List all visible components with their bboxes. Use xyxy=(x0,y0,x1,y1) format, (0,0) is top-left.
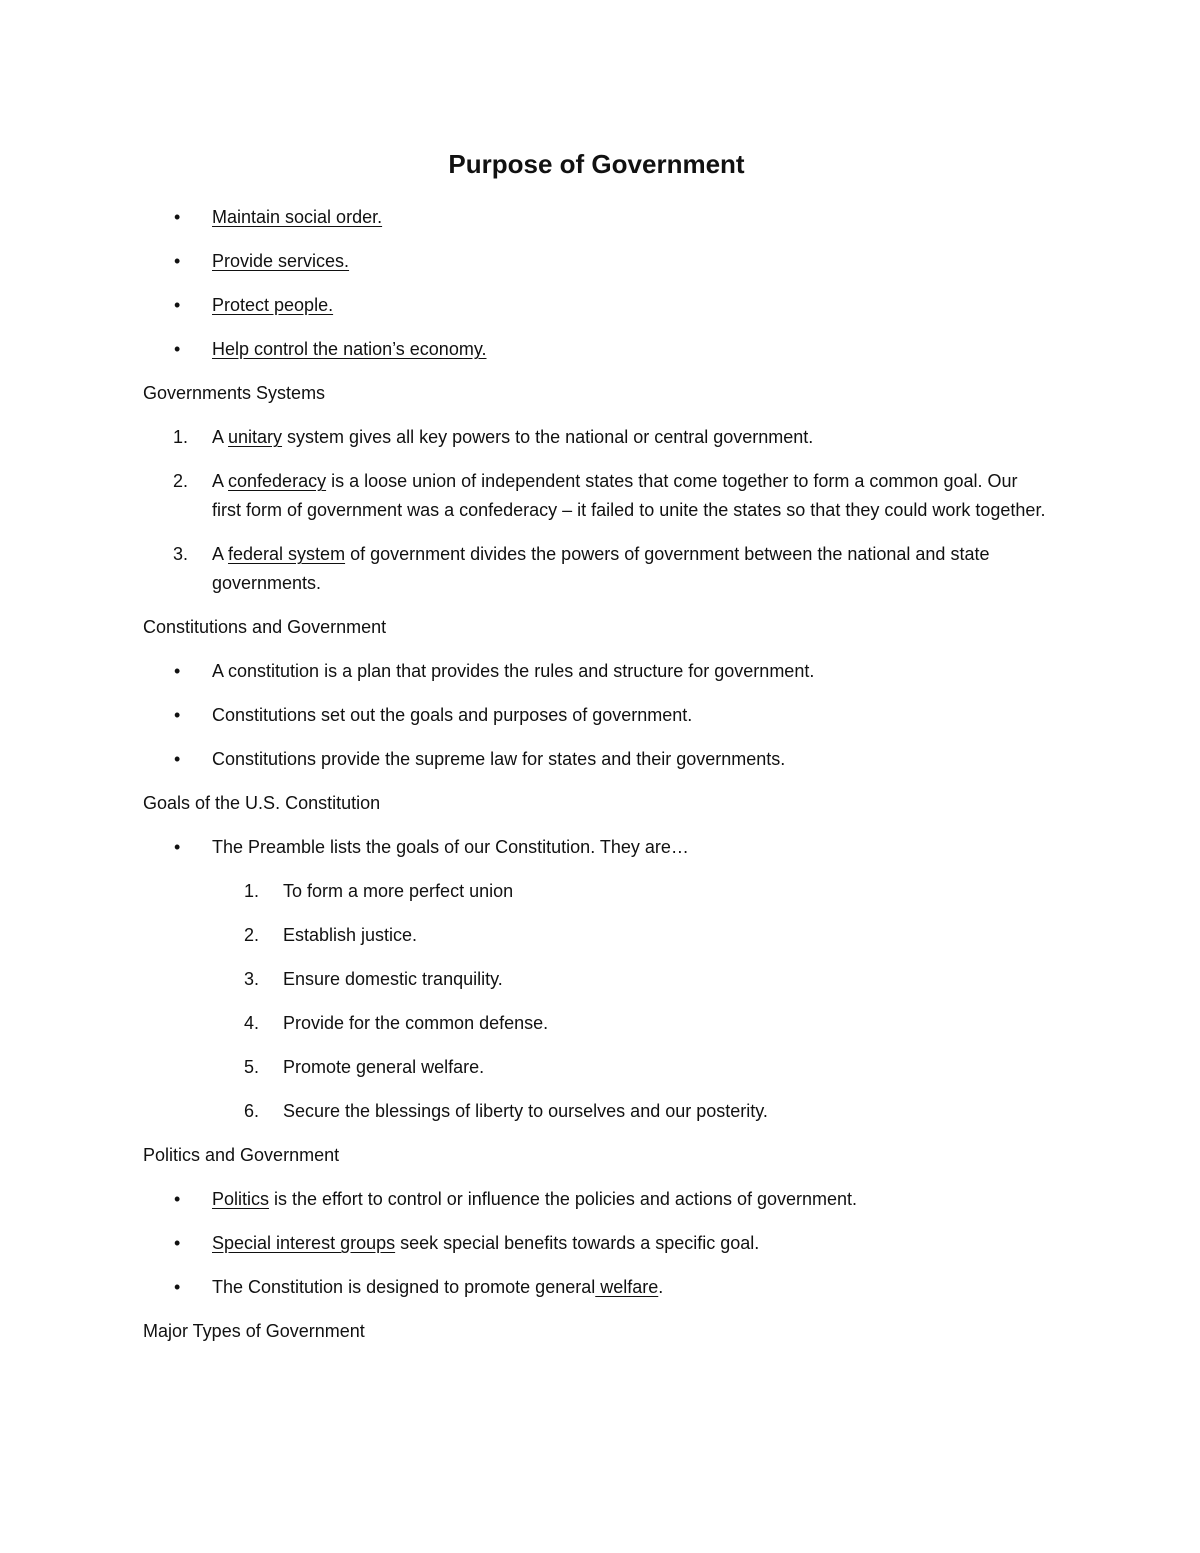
item-text: A xyxy=(212,544,229,564)
item-text: The Constitution is designed to promote general xyxy=(212,1277,596,1297)
item-text: Ensure domestic tranquility. xyxy=(283,969,503,989)
list-item xyxy=(143,745,1050,774)
item-text: of government divides the powers of government between the national and state governments. xyxy=(212,544,990,593)
item-text: The Preamble lists the goals of our Constitution. They are… xyxy=(212,837,689,857)
bullet-icon: • xyxy=(174,339,181,359)
item-text: Promote general welfare. xyxy=(283,1057,485,1077)
list-item xyxy=(143,1185,1050,1214)
bullet-icon: • xyxy=(174,1233,181,1253)
item-text: Constitutions provide the supreme law for states and their governments. xyxy=(212,749,786,769)
item-text: seek special benefits towards a specific goal. xyxy=(395,1233,760,1253)
list-item xyxy=(143,833,1050,862)
bullet-icon: • xyxy=(174,705,181,725)
goals-list xyxy=(143,833,1050,862)
section-heading-goals: Goals of the U.S. Constitution xyxy=(143,793,381,813)
item-text: Constitutions set out the goals and purposes of government. xyxy=(212,705,693,725)
list-item xyxy=(143,423,1050,452)
list-number: 2. xyxy=(244,925,260,945)
section-heading-systems: Governments Systems xyxy=(143,383,326,403)
list-number: 5. xyxy=(244,1057,260,1077)
list-number: 3. xyxy=(244,969,260,989)
list-item xyxy=(143,1053,1050,1082)
item-text: . xyxy=(658,1277,664,1297)
list-item xyxy=(143,1273,1050,1302)
list-item xyxy=(143,291,1050,320)
bullet-icon: • xyxy=(174,295,181,315)
key-term: welfare xyxy=(595,1277,659,1297)
item-text: To form a more perfect union xyxy=(283,881,514,901)
constitutions-list xyxy=(143,657,1050,774)
list-number: 1. xyxy=(173,427,189,447)
key-term: federal system xyxy=(228,544,346,564)
list-item xyxy=(143,335,1050,364)
bullet-icon: • xyxy=(174,251,181,271)
item-text: Establish justice. xyxy=(283,925,418,945)
item-text: Secure the blessings of liberty to ourselves and our posterity. xyxy=(283,1101,768,1121)
purpose-item: Provide services. xyxy=(212,251,350,271)
bullet-icon: • xyxy=(174,1277,181,1297)
purpose-item: Protect people. xyxy=(212,295,334,315)
item-text: is a loose union of independent states that come together to form a common goal. Our first form of government was a confederacy – it failed to unite the states so that they could work together. xyxy=(212,471,1046,520)
key-term: confederacy xyxy=(228,471,327,491)
section-heading-politics: Politics and Government xyxy=(143,1145,340,1165)
bullet-icon: • xyxy=(174,749,181,769)
list-item xyxy=(143,247,1050,276)
purpose-item: Help control the nation’s economy. xyxy=(212,339,487,359)
list-item xyxy=(143,921,1050,950)
bullet-icon: • xyxy=(174,661,181,681)
politics-list xyxy=(143,1185,1050,1302)
item-text: is the effort to control or influence the policies and actions of government. xyxy=(269,1189,858,1209)
list-item xyxy=(143,467,1050,525)
key-term: unitary xyxy=(228,427,283,447)
list-item xyxy=(143,540,1050,598)
item-text: Provide for the common defense. xyxy=(283,1013,549,1033)
page-title: Purpose of Government xyxy=(448,149,745,179)
list-number: 1. xyxy=(244,881,260,901)
bullet-icon: • xyxy=(174,1189,181,1209)
list-item xyxy=(143,203,1050,232)
list-item xyxy=(143,965,1050,994)
systems-list xyxy=(143,423,1050,598)
list-number: 6. xyxy=(244,1101,260,1121)
item-text: A xyxy=(212,427,229,447)
section-heading-types: Major Types of Government xyxy=(143,1321,365,1341)
item-text: system gives all key powers to the national or central government. xyxy=(282,427,814,447)
list-item xyxy=(143,701,1050,730)
list-number: 3. xyxy=(173,544,189,564)
preamble-goals-list xyxy=(143,877,1050,1126)
key-term: Politics xyxy=(212,1189,270,1209)
list-item xyxy=(143,1009,1050,1038)
list-item xyxy=(143,1097,1050,1126)
list-number: 4. xyxy=(244,1013,260,1033)
list-item xyxy=(143,877,1050,906)
list-item xyxy=(143,1229,1050,1258)
bullet-icon: • xyxy=(174,837,181,857)
purpose-item: Maintain social order. xyxy=(212,207,383,227)
list-item xyxy=(143,657,1050,686)
key-term: Special interest groups xyxy=(212,1233,396,1253)
section-heading-constitutions: Constitutions and Government xyxy=(143,617,387,637)
list-number: 2. xyxy=(173,471,189,491)
item-text: A constitution is a plan that provides the rules and structure for government. xyxy=(212,661,815,681)
purpose-list xyxy=(143,203,1050,364)
bullet-icon: • xyxy=(174,207,181,227)
item-text: A xyxy=(212,471,229,491)
